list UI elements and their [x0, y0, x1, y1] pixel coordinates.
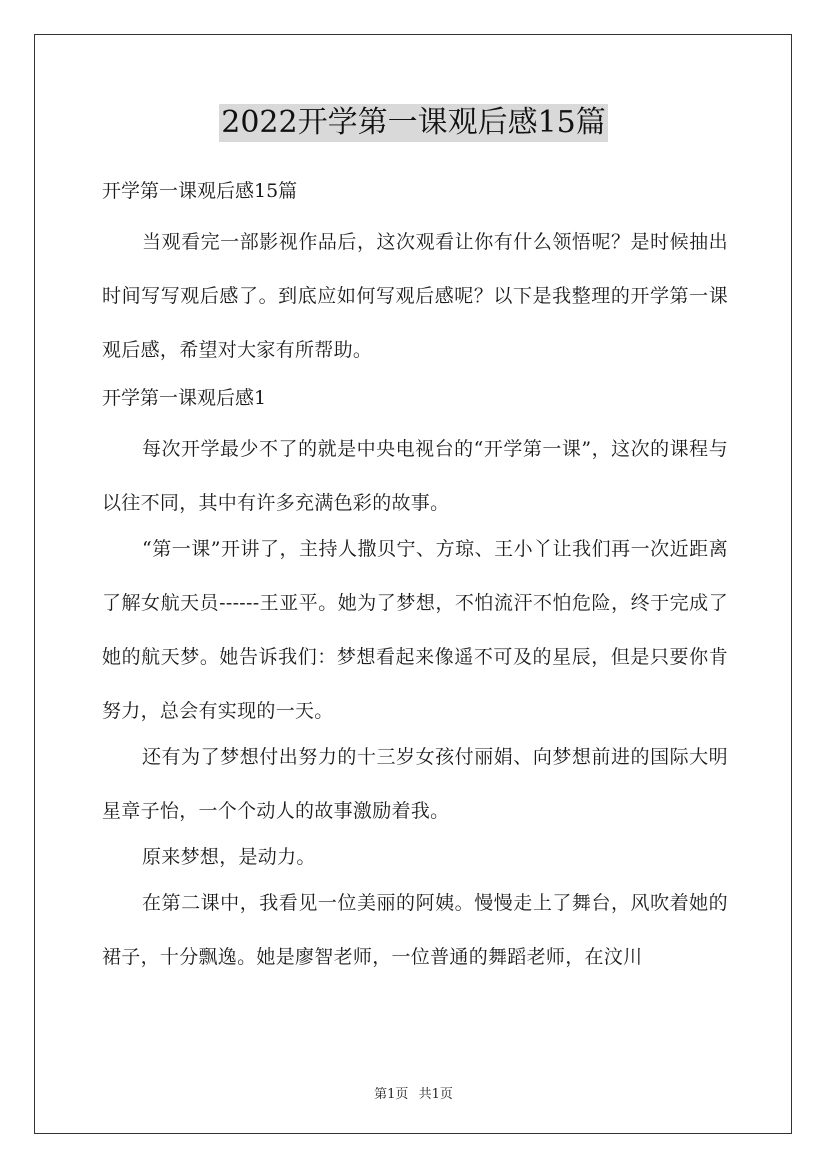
page-number: 第1页	[374, 1087, 409, 1102]
paragraph: 每次开学最少不了的就是中央电视台的“开学第一课”，这次的课程与以往不同，其中有许多充满色彩的故事。	[102, 438, 728, 514]
title-container	[0, 104, 827, 142]
section-heading: 开学第一课观后感15篇	[102, 180, 298, 202]
paragraph: 当观看完一部影视作品后，这次观看让你有什么领悟呢？是时候抽出时间写写观后感了。到底应如何写观后感呢？以下是我整理的开学第一课观后感，希望对大家有所帮助。	[102, 231, 728, 361]
paragraph: 在第二课中，我看见一位美丽的阿姨。慢慢走上了舞台，风吹着她的裙子，十分飘逸。她是廖智老师，一位普通的舞蹈老师，在汶川	[102, 892, 728, 968]
paragraph: 原来梦想，是动力。	[142, 846, 316, 868]
document-body	[102, 176, 728, 988]
section-heading: 开学第一课观后感1	[102, 387, 267, 409]
document-title: 2022开学第一课观后感15篇	[221, 105, 606, 140]
page-footer	[0, 1083, 827, 1102]
page-total: 共1页	[418, 1087, 453, 1102]
paragraph: 还有为了梦想付出努力的十三岁女孩付丽娟、向梦想前进的国际大明星章子怡，一个个动人的故事激励着我。	[102, 746, 728, 822]
paragraph: “第一课”开讲了，主持人撒贝宁、方琼、王小丫让我们再一次近距离了解女航天员------王亚平。她为了梦想，不怕流汗不怕危险，终于完成了她的航天梦。她告诉我们：梦想看起来像遥不可及的星辰，但是只要你肯努力，总会有实现的一天。	[102, 538, 728, 722]
